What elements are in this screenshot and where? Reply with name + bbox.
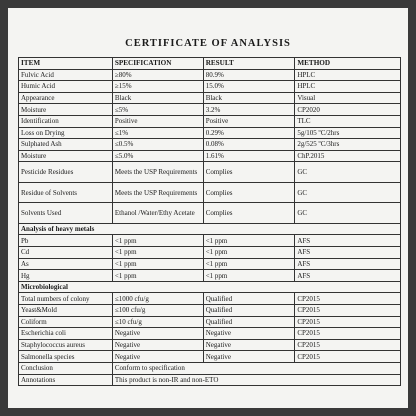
table-cell: Black [203,92,295,104]
table-cell: ChP.2015 [295,150,401,162]
table-cell: Staphylococcus aureus [19,339,113,351]
table-row [19,258,401,270]
table-row [19,305,401,317]
table-cell: CP2015 [295,328,401,340]
table-cell: Yeast&Mold [19,305,113,317]
annotations-row [19,374,401,386]
table-cell: AFS [295,235,401,247]
table-row [19,316,401,328]
table-row [19,115,401,127]
table-cell: This product is non-IR and non-ETO [112,374,400,386]
table-cell: Complies [203,162,295,183]
header-method: METHOD [295,58,401,70]
table-row [19,235,401,247]
table-cell: CP2015 [295,293,401,305]
table-row [19,293,401,305]
table-cell: 80.9% [203,69,295,81]
table-cell: Total numbers of colony [19,293,113,305]
header-item: ITEM [19,58,113,70]
table-cell: CP2015 [295,339,401,351]
table-cell: ≥15% [112,81,203,93]
table-row [19,247,401,259]
table-cell: <1 ppm [112,247,203,259]
table-cell: Ethanol /Water/Ethy Acetate [112,203,203,224]
table-cell: ≥80% [112,69,203,81]
table-cell: <1 ppm [112,235,203,247]
table-row [19,139,401,151]
table-row [19,182,401,203]
table-cell: Coliform [19,316,113,328]
table-cell: Conform to specification [112,362,400,374]
table-cell: GC [295,203,401,224]
table-cell: Moisture [19,150,113,162]
table-cell: ≤0.5% [112,139,203,151]
table-cell: TLC [295,115,401,127]
header-result: RESULT [203,58,295,70]
table-cell: Negative [203,351,295,363]
table-cell: CP2015 [295,305,401,317]
table-cell: Salmonella species [19,351,113,363]
table-cell: 5g/105 ºC/2hrs [295,127,401,139]
table-cell: Solvents Used [19,203,113,224]
table-cell: Appearance [19,92,113,104]
table-cell: Qualified [203,305,295,317]
table-cell: Fulvic Acid [19,69,113,81]
page-title: CERTIFICATE OF ANALYSIS [125,38,291,49]
table-cell: Qualified [203,293,295,305]
table-row [19,92,401,104]
table-cell: AFS [295,270,401,282]
table-cell: As [19,258,113,270]
table-cell: Pb [19,235,113,247]
table-cell: Meets the USP Requirements [112,162,203,183]
table-cell: Negative [203,328,295,340]
table-row [19,328,401,340]
table-cell: CP2015 [295,316,401,328]
table-cell: <1 ppm [112,270,203,282]
table-cell: Escherichia coli [19,328,113,340]
section-header-row [19,223,401,235]
table-row [19,127,401,139]
table-cell: <1 ppm [203,247,295,259]
table-header-row [19,58,401,70]
table-cell: Negative [112,328,203,340]
section-header-row [19,281,401,293]
table-cell: Meets the USP Requirements [112,182,203,203]
table-cell: Pesticide Residues [19,162,113,183]
table-cell: Loss on Drying [19,127,113,139]
table-cell: Residue of Solvents [19,182,113,203]
table-cell: Positive [112,115,203,127]
table-cell: ≤100 cfu/g [112,305,203,317]
table-cell: Negative [112,339,203,351]
table-row [19,104,401,116]
table-cell: Sulphated Ash [19,139,113,151]
table-row [19,203,401,224]
table-cell: ≤1000 cfu/g [112,293,203,305]
table-cell: ≤5.0% [112,150,203,162]
table-row [19,339,401,351]
table-cell: Annotations [19,374,113,386]
table-cell: GC [295,162,401,183]
header-specification: SPECIFICATION [112,58,203,70]
table-cell: Cd [19,247,113,259]
table-cell: Visual [295,92,401,104]
table-cell: Moisture [19,104,113,116]
table-cell: 15.0% [203,81,295,93]
table-cell: CP2015 [295,351,401,363]
table-cell: 3.2% [203,104,295,116]
table-row [19,351,401,363]
table-cell: 1.61% [203,150,295,162]
analysis-table [18,57,401,386]
table-cell: AFS [295,247,401,259]
table-cell: Black [112,92,203,104]
table-row [19,270,401,282]
table-row [19,150,401,162]
table-cell: CP2020 [295,104,401,116]
table-cell: HPLC [295,69,401,81]
table-cell: ≤10 cfu/g [112,316,203,328]
table-row [19,162,401,183]
table-row [19,81,401,93]
table-cell: <1 ppm [203,270,295,282]
table-cell: Identification [19,115,113,127]
table-cell: <1 ppm [203,258,295,270]
table-cell: Conclusion [19,362,113,374]
table-cell: 0.29% [203,127,295,139]
table-cell: ≤5% [112,104,203,116]
table-cell: Hg [19,270,113,282]
table-row [19,69,401,81]
table-cell: 0.08% [203,139,295,151]
table-cell: Humic Acid [19,81,113,93]
table-cell: AFS [295,258,401,270]
table-cell: <1 ppm [203,235,295,247]
certificate-sheet [8,8,408,408]
section-title: Microbiological [19,281,401,293]
table-cell: Complies [203,203,295,224]
table-cell: Negative [112,351,203,363]
conclusion-row [19,362,401,374]
table-cell: 2g/525 ºC/3hrs [295,139,401,151]
table-cell: Complies [203,182,295,203]
section-title: Analysis of heavy metals [19,223,401,235]
table-cell: GC [295,182,401,203]
table-cell: HPLC [295,81,401,93]
table-cell: Qualified [203,316,295,328]
table-cell: ≤1% [112,127,203,139]
table-cell: <1 ppm [112,258,203,270]
table-cell: Negative [203,339,295,351]
table-cell: Positive [203,115,295,127]
